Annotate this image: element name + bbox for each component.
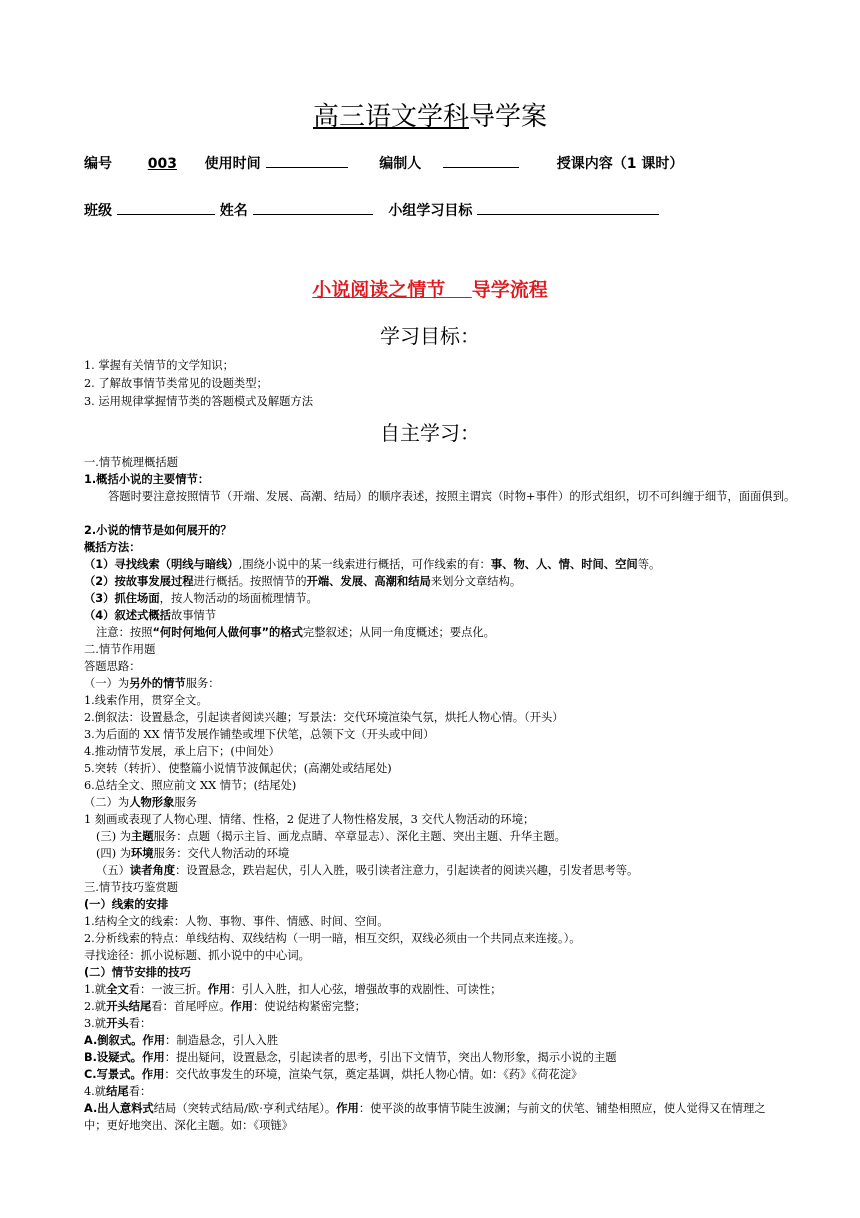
method-item: （4）叙述式概括故事情节 — [84, 609, 217, 622]
list-item: 4.推动情节发展，承上启下；(中间处） — [84, 745, 280, 758]
list-item: 3.为后面的 XX 情节发展作铺垫或埋下伏笔，总领下文（开头或中间） — [84, 728, 435, 741]
list-item: 1.结构全文的线索：人物、事物、事件、情感、时间、空间。 — [84, 915, 389, 928]
lesson-subtitle: 小说阅读之情节 导学流程 — [312, 279, 548, 301]
header-row-2: 班级 姓名 小组学习目标 — [84, 200, 659, 221]
list-item: 3.就开头看： — [84, 1017, 152, 1030]
sub-heading: (三) 为主题服务：点题（揭示主旨、画龙点睛、卒章显志）、深化主题、突出主题、升华主题。 — [96, 830, 566, 843]
objective-item: 1. 掌握有关情节的文学知识； — [84, 359, 234, 372]
list-item: C.写景式。作用：交代故事发生的环境，渲染气氛，奠定基调，烘托人物心情。如：《药》《荷花淀》 — [84, 1068, 583, 1081]
sub-heading: (一）线索的安排 — [84, 898, 169, 911]
section-heading: 一.情节梳理概括题 — [84, 456, 178, 469]
list-item: 2.就开头结尾看：首尾呼应。作用：使说结构紧密完整； — [84, 1000, 366, 1013]
list-item: B.设疑式。作用：提出疑问，设置悬念，引起读者的思考，引出下文情节，突出人物形象，揭示小说的主题 — [84, 1051, 617, 1064]
list-item: A.倒叙式。作用：制造悬念，引人入胜 — [84, 1034, 279, 1047]
list-item: 1.线索作用，贯穿全文。 — [84, 694, 208, 707]
list-item: 1.就全文看：一波三折。作用：引人入胜，扣人心弦，增强故事的戏剧性、可读性； — [84, 983, 502, 996]
list-item: 4.就结尾看： — [84, 1085, 152, 1098]
question-heading: 2.小说的情节是如何展开的？ — [84, 524, 232, 537]
header-row-1: 编号 003 使用时间 编制人 授课内容（1 课时） — [84, 153, 683, 174]
list-item: 1 刻画或表现了人物心理、情绪、性格，2 促进了人物性格发展，3 交代人物活动的环境； — [84, 813, 535, 826]
class-field[interactable] — [117, 200, 215, 215]
objectives-heading: 学习目标： — [380, 324, 480, 348]
method-item: （2）按故事发展过程进行概括。按照情节的开端、发展、高潮和结局来划分文章结构。 — [84, 575, 522, 588]
sub-heading: (四) 为环境服务：交代人物活动的环境 — [96, 847, 290, 860]
list-item: A.出人意料式结局（突转式结局/欧·亨利式结尾）。作用：使平淡的故事情节陡生波澜；与前文的伏笔、铺垫相照应，使人觉得又在情理之中；更好地突出、深化主题。如：《项链》 — [84, 1102, 766, 1132]
answer-paragraph: 答题时要注意按照情节（开端、发展、高潮、结局）的顺序表述，按照主谓宾（时物+事件）的形式组织，切不可纠缠于细节，面面俱到。 — [108, 490, 796, 503]
section-heading: 三.情节技巧鉴赏题 — [84, 881, 178, 894]
method-item: （3）抓住场面，按人物活动的场面梳理情节。 — [84, 592, 318, 605]
group-goal-field[interactable] — [477, 200, 659, 215]
name-field[interactable] — [253, 200, 373, 215]
list-item: 5.突转（转折）、使整篇小说情节波佩起伏；(高潮处或结尾处) — [84, 762, 392, 775]
objective-item: 2. 了解故事情节类常见的设题类型； — [84, 377, 268, 390]
time-field[interactable] — [266, 153, 348, 168]
sub-heading: （一）为另外的情节服务： — [84, 677, 220, 690]
number-field[interactable]: 003 — [147, 156, 177, 172]
method-heading: 概括方法： — [84, 541, 141, 554]
question-heading: 1.概括小说的主要情节： — [84, 473, 210, 486]
answer-thinking-label: 答题思路： — [84, 660, 141, 673]
sub-heading: （二）为人物形象服务 — [84, 796, 198, 809]
sub-heading: （五）读者角度：设置悬念，跌岩起伏，引人入胜，吸引读者注意力，引起读者的阅读兴趣，引发者思考等。 — [96, 864, 639, 877]
list-item: 2.倒叙法：设置悬念，引起读者阅读兴趣；写景法：交代环境渲染气氛，烘托人物心情。（开头） — [84, 711, 564, 724]
self-study-heading: 自主学习： — [380, 421, 480, 445]
list-item: 2.分析线索的特点：单线结构、双线结构（一明一暗，相互交织，双线必须由一个共同点来连接。）。 — [84, 932, 581, 945]
sub-heading: (二）情节安排的技巧 — [84, 966, 191, 979]
editor-field[interactable] — [443, 153, 519, 168]
list-item: 6.总结全文、照应前文 XX 情节；(结尾处) — [84, 779, 297, 792]
document-title: 高三语文学科导学案 — [312, 102, 548, 132]
section-heading: 二.情节作用题 — [84, 643, 156, 656]
list-item: 寻找途径：抓小说标题、抓小说中的中心词。 — [84, 949, 310, 962]
note-line: 注意：按照“何时何地何人做何事”的格式完整叙述；从同一角度概述；要点化。 — [96, 626, 495, 639]
method-item: （1）寻找线索（明线与暗线）,围绕小说中的某一线索进行概括，可作线索的有：事、物、人、情、时间、空间等。 — [84, 558, 661, 571]
objective-item: 3. 运用规律掌握情节类的答题模式及解题方法 — [84, 395, 314, 408]
